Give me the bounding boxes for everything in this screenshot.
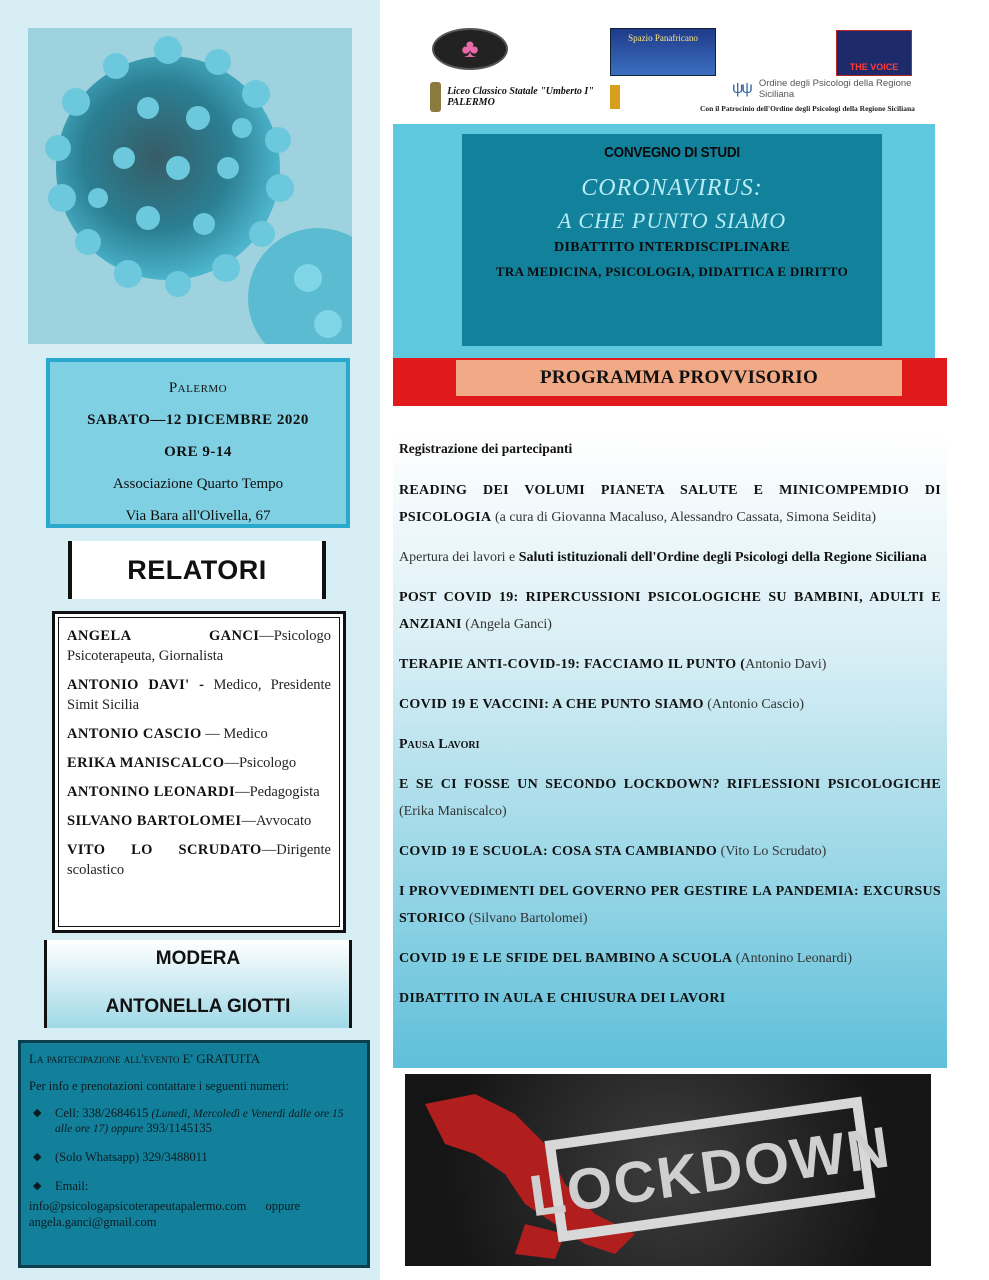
email-label: Email: — [55, 1179, 89, 1193]
cell-hours-note: (Lunedì, Mercoledì e Venerdì dalle ore 15 alle ore 17) oppure — [55, 1108, 344, 1135]
liceo-name: Liceo Classico Statale "Umberto I" PALERMO — [447, 86, 594, 108]
diamond-bullet-icon: ◆ — [33, 1107, 42, 1119]
contact-box — [18, 1040, 370, 1268]
whatsapp-number[interactable]: 329/3488011 — [139, 1150, 208, 1164]
speaker-name: ANTONIO CASCIO — [67, 726, 202, 742]
speaker-name: ANTONINO LEONARDI — [67, 784, 236, 800]
contact-whatsapp — [29, 1150, 359, 1165]
speaker-role: Medico, Presidente Simit Sicilia — [67, 677, 331, 713]
free-participation-note: La partecipazione all'evento E' GRATUITA — [29, 1051, 261, 1066]
diamond-bullet-icon: ◆ — [33, 1151, 42, 1163]
program-item-provvedimenti: I PROVVEDIMENTI DEL GOVERNO PER GESTIRE LA PANDEMIA: EXCURSUS STORICO (Silvano Bartolomei) — [399, 884, 941, 926]
program-item-terapie: TERAPIE ANTI-COVID-19: FACCIAMO IL PUNTO (Antonio Davi) — [399, 657, 827, 672]
email-link-secondary[interactable]: angela.ganci@gmail.com — [29, 1215, 157, 1229]
speaker-role: —Avvocato — [241, 813, 312, 829]
event-time: ORE 9-14 — [164, 444, 232, 460]
program-item-sfide: COVID 19 E LE SFIDE DEL BAMBINO A SCUOLA (Antonino Leonardi) — [399, 951, 853, 966]
moderator-name: ANTONELLA GIOTTI — [105, 996, 291, 1017]
speakers-list — [52, 611, 346, 933]
speaker-item — [67, 811, 331, 831]
program-item-lockdown: E SE CI FOSSE UN SECONDO LOCKDOWN? RIFLESSIONI PSICOLOGICHE (Erika Maniscalco) — [399, 777, 941, 819]
ordine-name: Ordine degli Psicologi della Regione Siciliana — [758, 78, 912, 100]
convegno-subtitle-dibattito: DIBATTITO INTERDISCIPLINARE — [554, 240, 790, 255]
lockdown-word: LOCKDOWN — [525, 1114, 896, 1230]
speaker-role: — Medico — [201, 726, 268, 742]
speaker-name: ERIKA MANISCALCO — [67, 755, 225, 771]
cell-number[interactable]: Cell: 338/2684615 — [55, 1106, 152, 1120]
speaker-name: SILVANO BARTOLOMEI — [67, 813, 242, 829]
oppure-text: oppure — [265, 1199, 301, 1213]
program-item-registrazione: Registrazione dei partecipanti — [399, 441, 573, 456]
program-item-post-covid: POST COVID 19: RIPERCUSSIONI PSICOLOGICHE SU BAMBINI, ADULTI E ANZIANI (Angela Ganci) — [399, 590, 941, 632]
program-list — [393, 433, 947, 1068]
ordine-logo — [732, 76, 932, 102]
event-venue: Associazione Quarto Tempo — [112, 476, 284, 492]
whatsapp-note: (Solo Whatsapp) — [55, 1150, 140, 1164]
event-date: SABATO—12 DICEMBRE 2020 — [87, 412, 309, 428]
lockdown-image — [405, 1074, 931, 1266]
program-item-reading: READING DEI VOLUMI PIANETA SALUTE E MINICOMPEMDIO DI PSICOLOGIA (a cura di Giovanna Macaluso, Alessandro Cassata, Simona Seidita) — [399, 483, 941, 525]
cell-alt-number[interactable]: 393/1145135 — [143, 1121, 212, 1135]
speaker-item — [67, 626, 331, 666]
event-address: Via Bara all'Olivella, 67 — [125, 508, 271, 524]
speaker-role: —Dirigente scolastico — [67, 842, 331, 878]
speaker-name: VITO LO SCRUDATO — [67, 842, 262, 858]
speaker-item — [67, 782, 331, 802]
patrocinio-note: Con il Patrocinio dell'Ordine degli Psicologi della Regione Siciliana — [700, 104, 915, 113]
speaker-item — [67, 724, 331, 744]
clover-logo — [432, 28, 508, 70]
speaker-name: ANGELA GANCI — [67, 628, 260, 644]
contact-email — [29, 1179, 359, 1194]
speaker-item — [67, 753, 331, 773]
program-item-apertura: Apertura dei lavori e Saluti istituzionali dell'Ordine degli Psicologi della Regione Siciliana — [399, 550, 927, 565]
italy-emblem-icon — [430, 82, 441, 112]
convegno-subtitle-coronavirus: CORONAVIRUS: — [581, 175, 763, 201]
convegno-subtitle-discipline: TRA MEDICINA, PSICOLOGIA, DIDATTICA E DIRITTO — [495, 264, 849, 279]
relatori-heading: RELATORI — [68, 541, 326, 599]
convegno-box — [462, 134, 882, 346]
convegno-title: CONVEGNO DI STUDI — [604, 144, 740, 161]
moderator-box — [44, 940, 352, 1028]
liceo-logo — [430, 80, 620, 114]
coronavirus-illustration — [28, 28, 352, 344]
contact-cell — [29, 1106, 359, 1136]
the-voice-logo: THE VOICE — [836, 30, 912, 76]
event-city: Palermo — [168, 380, 228, 396]
email-link-primary[interactable]: info@psicologapsicoterapeutapalermo.com — [29, 1199, 247, 1213]
psi-symbol-icon: ψψ — [732, 80, 751, 97]
speaker-name: ANTONIO DAVI' - — [67, 677, 205, 693]
diamond-bullet-icon: ◆ — [33, 1180, 42, 1192]
program-item-dibattito: DIBATTITO IN AULA E CHIUSURA DEI LAVORI — [399, 991, 726, 1006]
program-item-pausa: Pausa Lavori — [399, 737, 480, 752]
coronavirus-image — [28, 28, 352, 344]
moderator-label: MODERA — [155, 948, 241, 969]
program-item-scuola: COVID 19 E SCUOLA: COSA STA CAMBIANDO (Vito Lo Scrudato) — [399, 844, 827, 859]
program-item-vaccini: COVID 19 E VACCINI: A CHE PUNTO SIAMO (Antonio Cascio) — [399, 697, 805, 712]
left-column — [0, 0, 380, 1280]
speaker-role: —Psicologo Psicoterapeuta, Giornalista — [67, 628, 331, 664]
event-info-box — [46, 358, 350, 528]
programma-title: PROGRAMMA PROVVISORIO — [456, 360, 902, 396]
speaker-role: —Pedagogista — [235, 784, 320, 800]
info-note: Per info e prenotazioni contattare i seguenti numeri: — [29, 1079, 289, 1093]
sicily-flag-icon — [610, 85, 620, 109]
email-addresses — [29, 1198, 359, 1230]
spazio-logo: Spazio Panafricano — [610, 28, 716, 76]
speaker-role: —Psicologo — [224, 755, 297, 771]
speaker-item — [67, 840, 331, 880]
clover-icon: ♣ — [461, 34, 479, 63]
convegno-subtitle-punto: A CHE PUNTO SIAMO — [557, 208, 787, 233]
lockdown-illustration — [405, 1074, 931, 1266]
speaker-item — [67, 675, 331, 715]
